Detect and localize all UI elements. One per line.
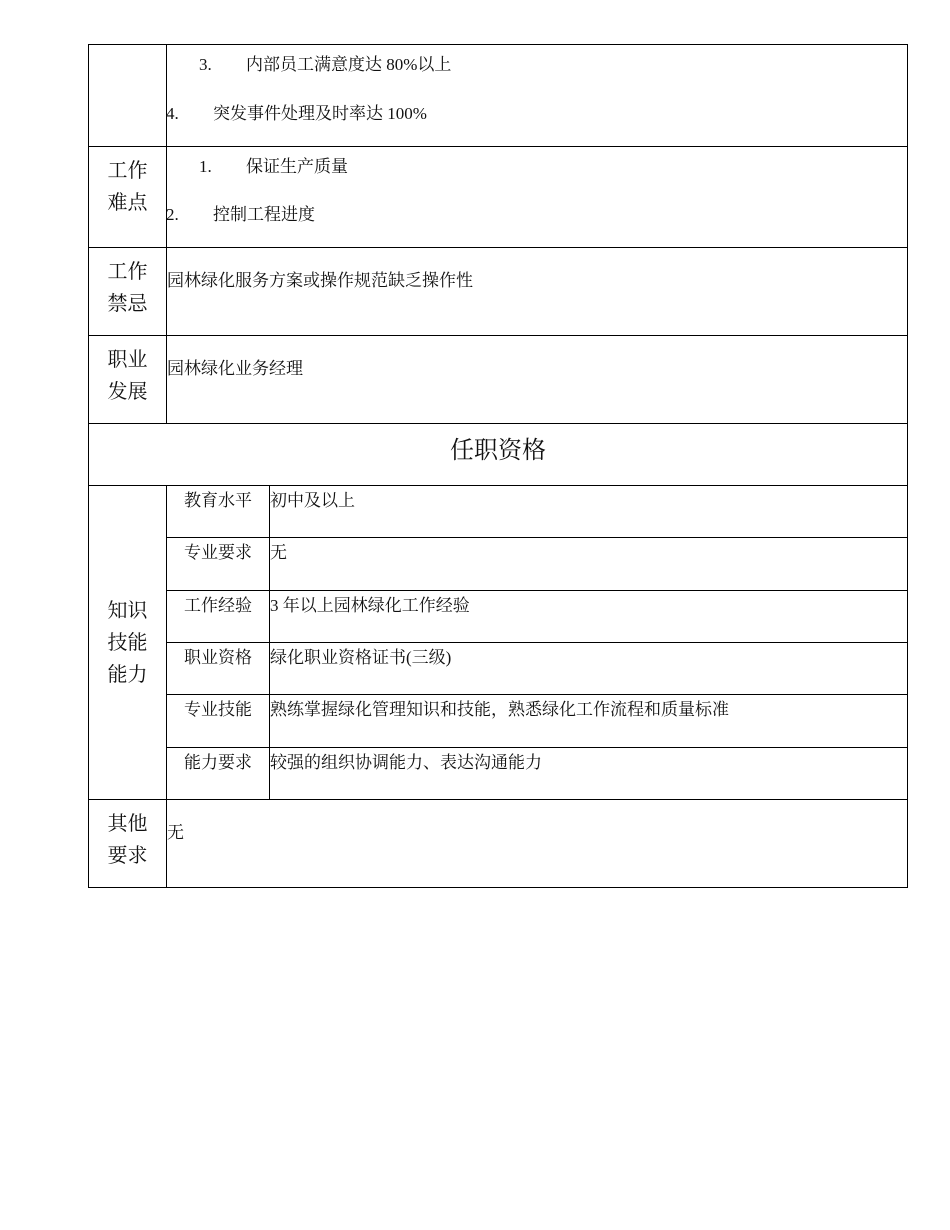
difficulties-list — [167, 147, 908, 248]
qualification-title-row — [89, 424, 908, 486]
goals-row — [89, 45, 908, 147]
label-line: 要求 — [107, 845, 148, 867]
skills-row — [89, 643, 908, 695]
item-number: 2. — [166, 205, 179, 224]
professional-skill-value: 熟练掌握绿化管理知识和技能，熟悉绿化工作流程和质量标准 — [270, 695, 908, 748]
label-line: 其他 — [107, 813, 148, 835]
job-description-table — [88, 44, 908, 888]
taboos-row — [89, 248, 908, 336]
label-line: 工作 — [107, 160, 148, 182]
ability-value: 较强的组织协调能力、表达沟通能力 — [270, 748, 908, 800]
taboos-label — [89, 248, 167, 336]
item-text: 保证生产质量 — [246, 157, 348, 176]
skills-label — [89, 486, 167, 800]
item-number: 1. — [199, 157, 212, 176]
goals-list — [167, 45, 908, 147]
list-item — [199, 152, 348, 177]
goals-label-cell — [89, 45, 167, 147]
major-value: 无 — [270, 538, 908, 591]
ability-label: 能力要求 — [167, 748, 270, 800]
other-row — [89, 800, 908, 888]
item-text: 突发事件处理及时率达 100% — [213, 104, 427, 123]
label-line: 技能 — [107, 631, 148, 654]
career-label — [89, 336, 167, 424]
experience-value: 3 年以上园林绿化工作经验 — [270, 591, 908, 643]
list-item — [166, 99, 427, 124]
label-line: 能力 — [107, 663, 148, 686]
item-number: 3. — [199, 55, 212, 74]
difficulties-row — [89, 147, 908, 248]
skills-row — [89, 591, 908, 643]
other-label — [89, 800, 167, 888]
experience-label: 工作经验 — [167, 591, 270, 643]
label-line: 知识 — [107, 599, 148, 622]
skills-row — [89, 748, 908, 800]
other-text: 无 — [167, 800, 908, 888]
career-row — [89, 336, 908, 424]
item-text: 内部员工满意度达 80%以上 — [246, 55, 452, 74]
education-value: 初中及以上 — [270, 486, 908, 538]
certificate-value: 绿化职业资格证书(三级) — [270, 643, 908, 695]
label-line: 难点 — [107, 192, 148, 214]
difficulties-label — [89, 147, 167, 248]
label-line: 禁忌 — [107, 293, 148, 315]
list-item — [199, 50, 451, 75]
section-title: 任职资格 — [89, 424, 908, 486]
list-item — [166, 200, 315, 225]
education-label: 教育水平 — [167, 486, 270, 538]
label-line: 工作 — [107, 261, 148, 283]
item-text: 控制工程进度 — [213, 205, 315, 224]
item-number: 4. — [166, 104, 179, 123]
skills-row — [89, 486, 908, 538]
label-line: 发展 — [107, 381, 148, 403]
skills-row — [89, 538, 908, 591]
taboos-text: 园林绿化服务方案或操作规范缺乏操作性 — [167, 248, 908, 336]
major-label: 专业要求 — [167, 538, 270, 591]
skills-row — [89, 695, 908, 748]
professional-skill-label: 专业技能 — [167, 695, 270, 748]
career-text: 园林绿化业务经理 — [167, 336, 908, 424]
certificate-label: 职业资格 — [167, 643, 270, 695]
label-line: 职业 — [107, 349, 148, 371]
